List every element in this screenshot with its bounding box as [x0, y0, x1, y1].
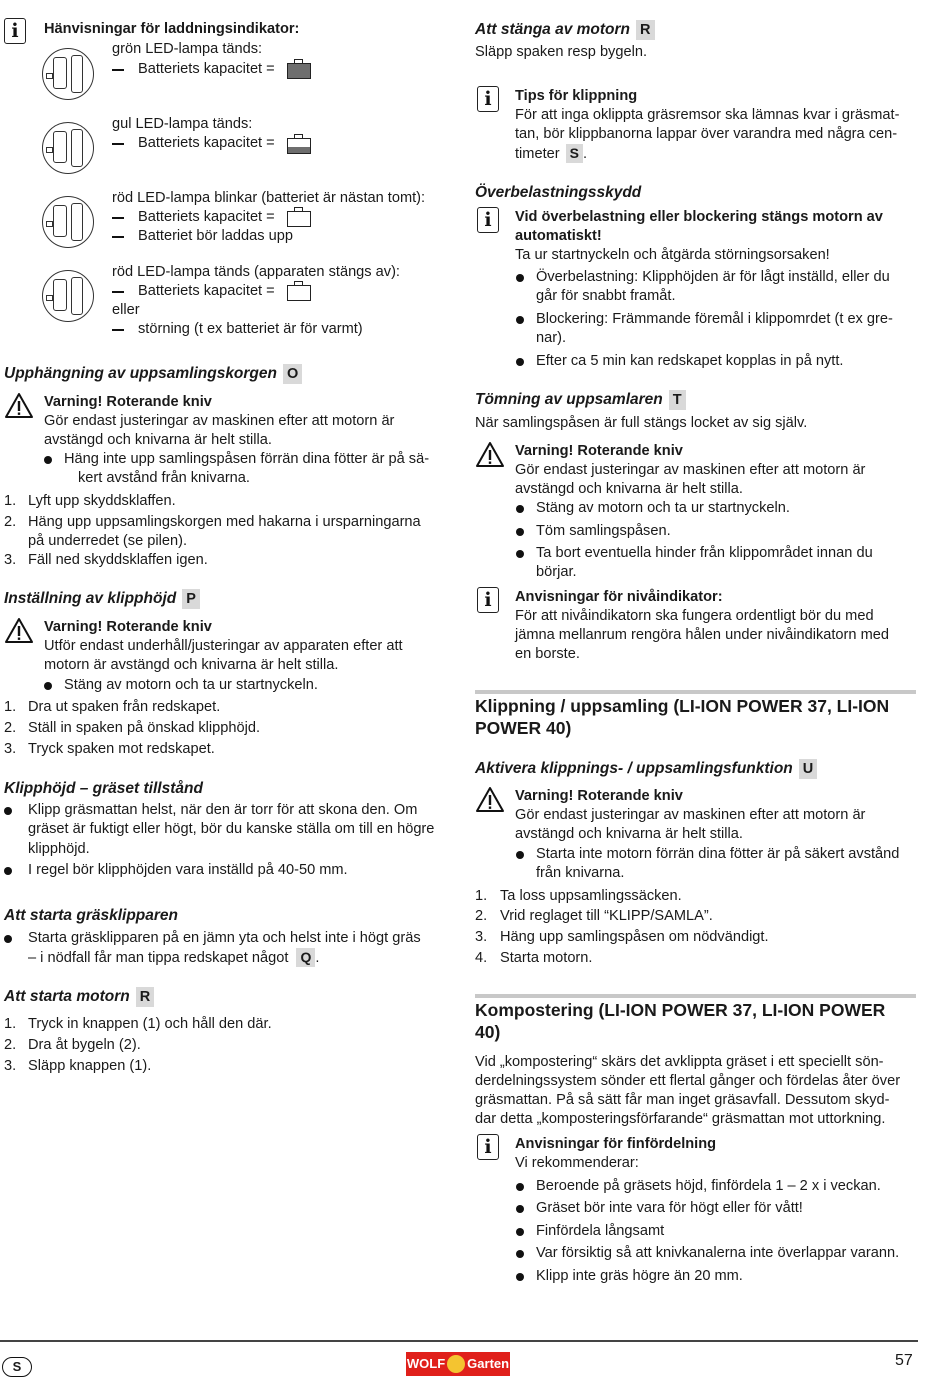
fox-logo-icon	[447, 1355, 465, 1373]
info-title: Anvisningar för finfördelning	[515, 1136, 717, 1152]
bullet-text: Blockering: Främmande föremål i klippomrdet (t ex gre-	[536, 311, 893, 327]
step-number: 3.	[4, 741, 17, 757]
battery-empty-icon	[287, 211, 311, 227]
warning-icon	[475, 441, 505, 468]
paragraph: Släpp spaken resp bygeln.	[475, 44, 647, 60]
bullet-text: nar).	[536, 330, 567, 346]
bullet-text: börjar.	[536, 564, 577, 580]
bullet-text: kert avstånd från knivarna.	[78, 470, 250, 486]
indicator-or: eller	[112, 302, 140, 318]
bullet-icon	[516, 505, 524, 513]
info-title: automatiskt!	[515, 228, 602, 244]
bullet-text: klipphöjd.	[28, 841, 90, 857]
info-icon: i	[477, 86, 499, 112]
step-number: 3.	[4, 1058, 17, 1074]
dash-icon	[112, 69, 124, 71]
section-heading-stop-motor: Att stänga av motorn R	[475, 20, 655, 40]
bullet-text: I regel bör klipphöjden vara inställd på 40-50 mm.	[28, 862, 348, 878]
step-text: Starta motorn.	[500, 950, 593, 966]
info-text: en borste.	[515, 646, 580, 662]
warning-title: Varning! Roterande kniv	[44, 619, 212, 635]
section-heading-start-motor: Att starta motorn R	[4, 987, 154, 1007]
step-text: Släpp knappen (1).	[28, 1058, 152, 1074]
warning-title: Varning! Roterande kniv	[515, 788, 683, 804]
bullet-text: Efter ca 5 min kan redskapet kopplas in på nytt.	[536, 353, 844, 369]
step-text: Dra åt bygeln (2).	[28, 1037, 141, 1053]
section-heading-cut-height: Inställning av klipphöjd P	[4, 589, 200, 609]
step-text: Tryck spaken mot redskapet.	[28, 741, 215, 757]
bullet-text: Var försiktig så att knivkanalerna inte överlappar varann.	[536, 1245, 900, 1261]
bullet-text: Gräset bör inte vara för högt eller för vått!	[536, 1200, 803, 1216]
indicator-red-on-capacity: Batteriets kapacitet =	[138, 283, 275, 299]
bullet-text: Ta bort eventuella hinder från klippområdet innan du	[536, 545, 873, 561]
step-text: på underredet (se pilen).	[28, 533, 188, 549]
warning-title: Varning! Roterande kniv	[44, 394, 212, 410]
section-rule	[475, 690, 916, 694]
bullet-text: Stäng av motorn och ta ur startnyckeln.	[536, 500, 790, 516]
figure-tag: Q	[296, 948, 315, 967]
figure-tag: R	[636, 20, 654, 40]
bullet-text: går för snabbt framåt.	[536, 288, 676, 304]
indicator-yellow: gul LED-lampa tänds:	[112, 116, 253, 132]
step-number: 1.	[4, 493, 17, 509]
led-panel-red-blink-icon	[42, 196, 94, 248]
paragraph: Vid „kompostering“ skärs det avklippta gräset i ett speciellt sön-	[475, 1054, 884, 1070]
figure-tag: S	[566, 144, 583, 163]
info-icon: i	[477, 207, 499, 233]
tip-text: För att inga oklippta gräsremsor ska lämnas kvar i gräsmat-	[515, 107, 900, 123]
bullet-icon	[516, 316, 524, 324]
bullet-text: gräset är fuktigt eller högt, bör du kanske ställa om till en högre	[28, 821, 435, 837]
section-heading-overload: Överbelastningsskydd	[475, 184, 642, 201]
bullet-text: Beroende på gräsets höjd, finfördela 1 – 2 x i veckan.	[536, 1178, 881, 1194]
step-number: 2.	[475, 908, 488, 924]
bullet-text: Klipp inte gräs högre än 20 mm.	[536, 1268, 743, 1284]
bullet-icon	[516, 1183, 524, 1191]
step-number: 1.	[4, 699, 17, 715]
step-number: 2.	[4, 720, 17, 736]
paragraph: derdelningssystem sönder ett flertal gånger och fördelas åter över	[475, 1073, 901, 1089]
info-icon: i	[477, 1134, 499, 1160]
step-number: 1.	[4, 1016, 17, 1032]
indicator-yellow-capacity: Batteriets kapacitet =	[138, 135, 275, 151]
step-text: Fäll ned skyddsklaffen igen.	[28, 552, 208, 568]
battery-half-icon	[287, 138, 311, 154]
dash-icon	[112, 329, 124, 331]
indicator-red-on: röd LED-lampa tänds (apparaten stängs av):	[112, 264, 400, 280]
step-text: Häng upp samlingspåsen om nödvändigt.	[500, 929, 769, 945]
page-number: 57	[895, 1352, 913, 1369]
figure-tag: P	[182, 589, 200, 609]
step-number: 3.	[4, 552, 17, 568]
dash-icon	[112, 236, 124, 238]
bullet-text: Överbelastning: Klipphöjden är för lågt inställd, eller du	[536, 269, 890, 285]
led-panel-green-icon	[42, 48, 94, 100]
section-heading-activate: Aktivera klippnings- / uppsamlingsfunktion U	[475, 759, 817, 779]
warning-text: motorn är avstängd och knivarna är helt stilla.	[44, 657, 339, 673]
dash-icon	[112, 291, 124, 293]
step-text: Lyft upp skyddsklaffen.	[28, 493, 176, 509]
dash-icon	[112, 143, 124, 145]
bullet-icon	[516, 358, 524, 366]
country-badge: S	[2, 1357, 32, 1377]
info-text: För att nivåindikatorn ska fungera ordentligt bör du med	[515, 608, 874, 624]
tip-title: Tips för klippning	[515, 88, 638, 104]
warning-text: avstängd och knivarna är helt stilla.	[515, 481, 743, 497]
bullet-icon	[516, 550, 524, 558]
bullet-text: Häng inte upp samlingspåsen förrän dina fötter är på sä-	[64, 451, 430, 467]
step-text: Dra ut spaken från redskapet.	[28, 699, 221, 715]
bullet-icon	[516, 1205, 524, 1213]
figure-tag: U	[799, 759, 817, 779]
section-heading-empty: Tömning av uppsamlaren T	[475, 390, 686, 410]
info-icon: i	[477, 587, 499, 613]
led-panel-yellow-icon	[42, 122, 94, 174]
bullet-icon	[44, 682, 52, 690]
info-icon: i	[4, 18, 26, 44]
bullet-text: från knivarna.	[536, 865, 625, 881]
paragraph: gräsmattan. På så sätt får man inget gräsavfall. Dessutom skyd-	[475, 1092, 890, 1108]
step-text: Tryck in knappen (1) och håll den där.	[28, 1016, 272, 1032]
battery-full-icon	[287, 63, 311, 79]
info-text: jämna mellanrum rengöra hålen under nivåindikatorn med	[515, 627, 889, 643]
bullet-icon	[516, 1250, 524, 1258]
info-title: Anvisningar för nivåindikator:	[515, 589, 723, 605]
indicator-red-blink: röd LED-lampa blinkar (batteriet är nästan tomt):	[112, 190, 426, 206]
section-heading-hang: Upphängning av uppsamlingskorgen O	[4, 364, 302, 384]
step-text: Vrid reglaget till “KLIPP/SAMLA”.	[500, 908, 713, 924]
warning-text: Gör endast justeringar av maskinen efter att motorn är	[44, 413, 395, 429]
tip-text-with-tag: timeter S .	[515, 145, 588, 162]
indicator-red-blink-capacity: Batteriets kapacitet =	[138, 209, 275, 225]
bullet-text-with-tag: – i nödfall får man tippa redskapet något Q .	[28, 949, 320, 966]
bullet-icon	[516, 1273, 524, 1281]
warning-text: Gör endast justeringar av maskinen efter att motorn är	[515, 462, 866, 478]
bullet-icon	[4, 935, 12, 943]
figure-tag: R	[136, 987, 154, 1007]
bullet-icon	[516, 528, 524, 536]
bullet-icon	[516, 274, 524, 282]
brand-logo: WOLF Garten	[406, 1352, 510, 1376]
step-number: 1.	[475, 888, 488, 904]
info-text: Vi rekommenderar:	[515, 1155, 639, 1171]
battery-empty-icon	[287, 285, 311, 301]
info-title: Vid överbelastning eller blockering stängs motorn av	[515, 209, 883, 225]
warning-text: Utför endast underhåll/justeringar av apparaten efter att	[44, 638, 403, 654]
warning-text: avstängd och knivarna är helt stilla.	[515, 826, 743, 842]
section-heading-start-mower: Att starta gräsklipparen	[4, 907, 178, 924]
indicator-green: grön LED-lampa tänds:	[112, 41, 263, 57]
indicator-red-blink-charge: Batteriet bör laddas upp	[138, 228, 293, 244]
section-title-mulching: Kompostering (LI-ION POWER 37, LI-ION POWER 40)	[475, 1000, 886, 1042]
indicator-green-capacity: Batteriets kapacitet =	[138, 61, 275, 77]
bullet-text: Stäng av motorn och ta ur startnyckeln.	[64, 677, 318, 693]
bullet-text: Töm samlingspåsen.	[536, 523, 671, 539]
warning-text: Gör endast justeringar av maskinen efter att motorn är	[515, 807, 866, 823]
indicator-fault: störning (t ex batteriet är för varmt)	[138, 321, 363, 337]
bullet-text: Starta inte motorn förrän dina fötter är på säkert avstånd	[536, 846, 900, 862]
bullet-icon	[516, 1228, 524, 1236]
figure-tag: T	[669, 390, 686, 410]
step-text: Häng upp uppsamlingskorgen med hakarna i ursparningarna	[28, 514, 421, 530]
section-heading-grass-state: Klipphöjd – gräset tillstånd	[4, 780, 203, 797]
bullet-text: Starta gräsklipparen på en jämn yta och helst inte i högt gräs	[28, 930, 421, 946]
step-text: Ta loss uppsamlingssäcken.	[500, 888, 682, 904]
warning-icon	[4, 392, 34, 419]
indicator-title: Hänvisningar för laddningsindikator:	[44, 21, 300, 37]
bullet-text: Finfördela långsamt	[536, 1223, 665, 1239]
tip-text: tan, bör klippbanorna lappar över varandra med några cen-	[515, 126, 898, 142]
warning-title: Varning! Roterande kniv	[515, 443, 683, 459]
warning-icon	[475, 786, 505, 813]
bullet-icon	[4, 807, 12, 815]
section-rule	[475, 994, 916, 998]
info-text: Ta ur startnyckeln och åtgärda störningsorsaken!	[515, 247, 830, 263]
bullet-icon	[44, 456, 52, 464]
step-text: Ställ in spaken på önskad klipphöjd.	[28, 720, 261, 736]
bullet-text: Klipp gräsmattan helst, när den är torr för att skona den. Om	[28, 802, 418, 818]
dash-icon	[112, 217, 124, 219]
section-title-cutting: Klippning / uppsamling (LI-ION POWER 37, LI-ION POWER 40)	[475, 696, 890, 738]
bullet-icon	[4, 867, 12, 875]
bullet-icon	[516, 851, 524, 859]
paragraph: dar detta „komposteringsförfarande“ gräsmattan mot uttorkning.	[475, 1111, 886, 1127]
step-number: 4.	[475, 950, 488, 966]
paragraph: När samlingspåsen är full stängs locket av sig själv.	[475, 415, 808, 431]
step-number: 3.	[475, 929, 488, 945]
warning-text: avstängd och knivarna är helt stilla.	[44, 432, 272, 448]
figure-tag: O	[283, 364, 302, 384]
warning-icon	[4, 617, 34, 644]
step-number: 2.	[4, 514, 17, 530]
footer-divider	[0, 1340, 918, 1342]
led-panel-red-icon	[42, 270, 94, 322]
step-number: 2.	[4, 1037, 17, 1053]
